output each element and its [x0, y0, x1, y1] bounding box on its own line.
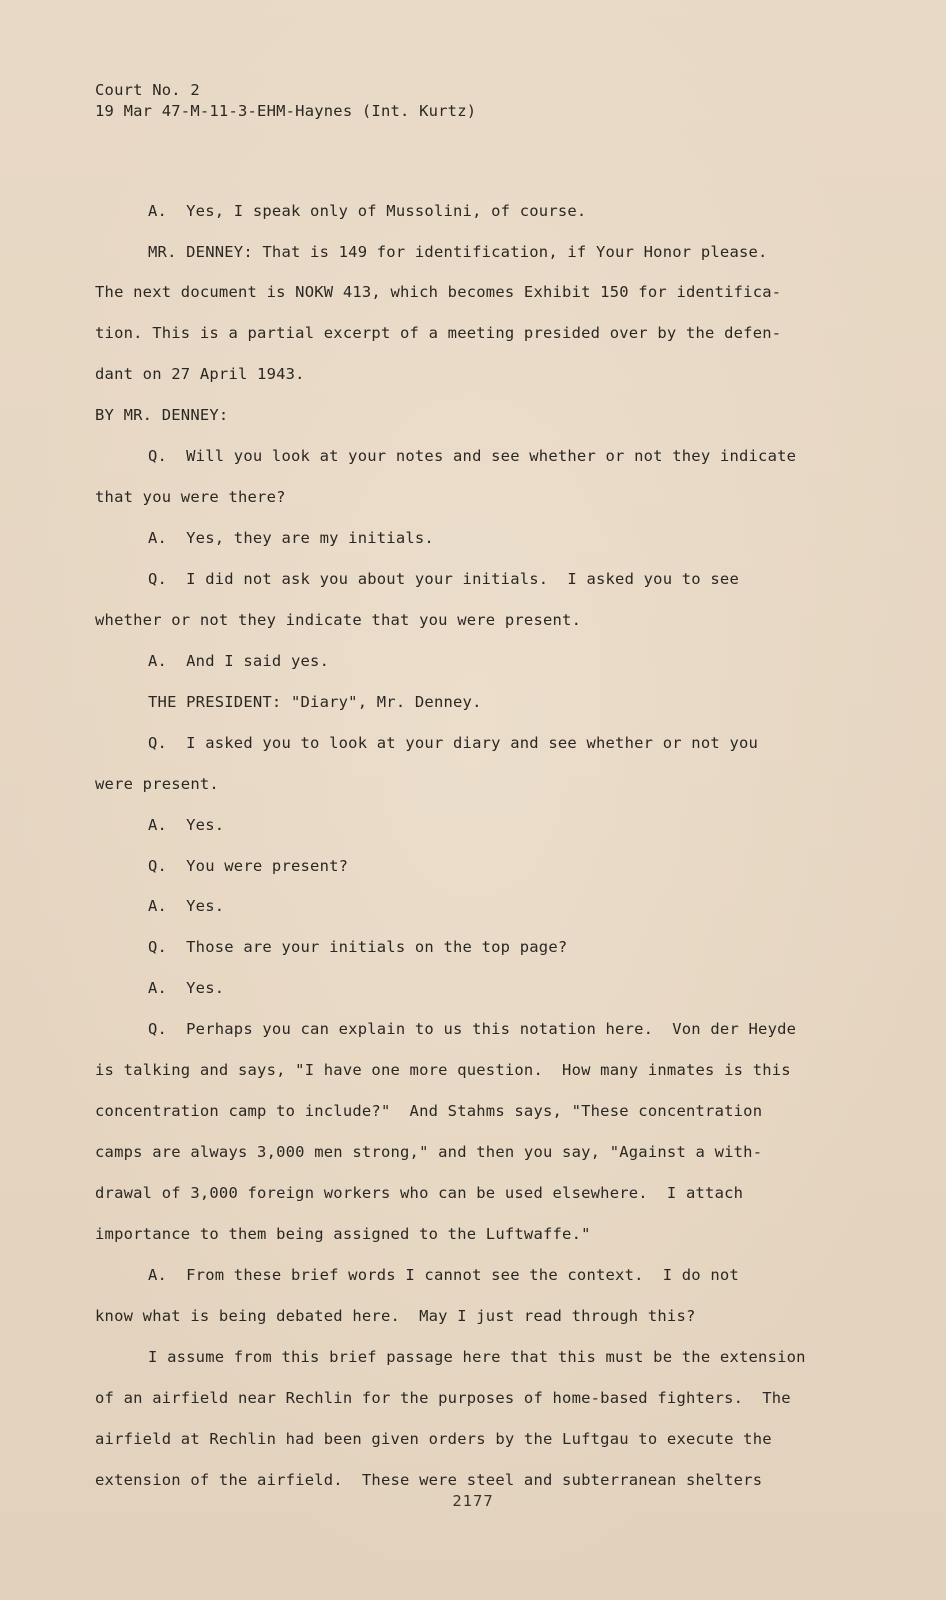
transcript-line: whether or not they indicate that you were present.	[95, 611, 582, 629]
transcript-line: were present.	[95, 775, 219, 793]
transcript-line: Q. I did not ask you about your initials. I asked you to see	[148, 570, 739, 588]
transcript-line: tion. This is a partial excerpt of a meeting presided over by the defen-	[95, 324, 782, 342]
transcript-line: drawal of 3,000 foreign workers who can be used elsewhere. I attach	[95, 1184, 744, 1202]
transcript-line: extension of the airfield. These were steel and subterranean shelters	[95, 1471, 763, 1489]
transcript-line: dant on 27 April 1943.	[95, 365, 305, 383]
court-number: Court No. 2	[95, 81, 200, 99]
transcript-line: A. Yes, they are my initials.	[148, 529, 434, 547]
transcript-line: The next document is NOKW 413, which becomes Exhibit 150 for identifica-	[95, 283, 782, 301]
transcript-line: Q. Will you look at your notes and see whether or not they indicate	[148, 447, 797, 465]
transcript-line: camps are always 3,000 men strong," and then you say, "Against a with-	[95, 1143, 763, 1161]
transcript-line: A. Yes, I speak only of Mussolini, of course.	[148, 202, 587, 220]
page-number: 2177	[452, 1492, 494, 1510]
transcript-line: of an airfield near Rechlin for the purposes of home-based fighters. The	[95, 1389, 791, 1407]
transcript-line: Q. Those are your initials on the top page?	[148, 938, 568, 956]
transcript-line: Q. Perhaps you can explain to us this notation here. Von der Heyde	[148, 1020, 797, 1038]
transcript-line: that you were there?	[95, 488, 286, 506]
page-header	[95, 80, 476, 122]
transcript-line: importance to them being assigned to the Luftwaffe."	[95, 1225, 591, 1243]
transcript-line: BY MR. DENNEY:	[95, 406, 229, 424]
transcript-line: is talking and says, "I have one more question. How many inmates is this	[95, 1061, 791, 1079]
transcript-line: MR. DENNEY: That is 149 for identification, if Your Honor please.	[148, 243, 768, 261]
transcript-line: I assume from this brief passage here that this must be the extension	[148, 1348, 806, 1366]
transcript-line: A. Yes.	[148, 979, 225, 997]
transcript-line: A. Yes.	[148, 816, 225, 834]
transcript-line: A. Yes.	[148, 897, 225, 915]
transcript-line: concentration camp to include?" And Stahms says, "These concentration	[95, 1102, 763, 1120]
session-reference: 19 Mar 47-M-11-3-EHM-Haynes (Int. Kurtz)	[95, 102, 477, 120]
transcript-line: know what is being debated here. May I just read through this?	[95, 1307, 696, 1325]
transcript-line: Q. I asked you to look at your diary and see whether or not you	[148, 734, 759, 752]
transcript-line: airfield at Rechlin had been given orders by the Luftgau to execute the	[95, 1430, 772, 1448]
transcript-line: A. And I said yes.	[148, 652, 330, 670]
transcript-line: A. From these brief words I cannot see the context. I do not	[148, 1266, 739, 1284]
transcript-line: Q. You were present?	[148, 857, 349, 875]
transcript-line: THE PRESIDENT: "Diary", Mr. Denney.	[148, 693, 482, 711]
